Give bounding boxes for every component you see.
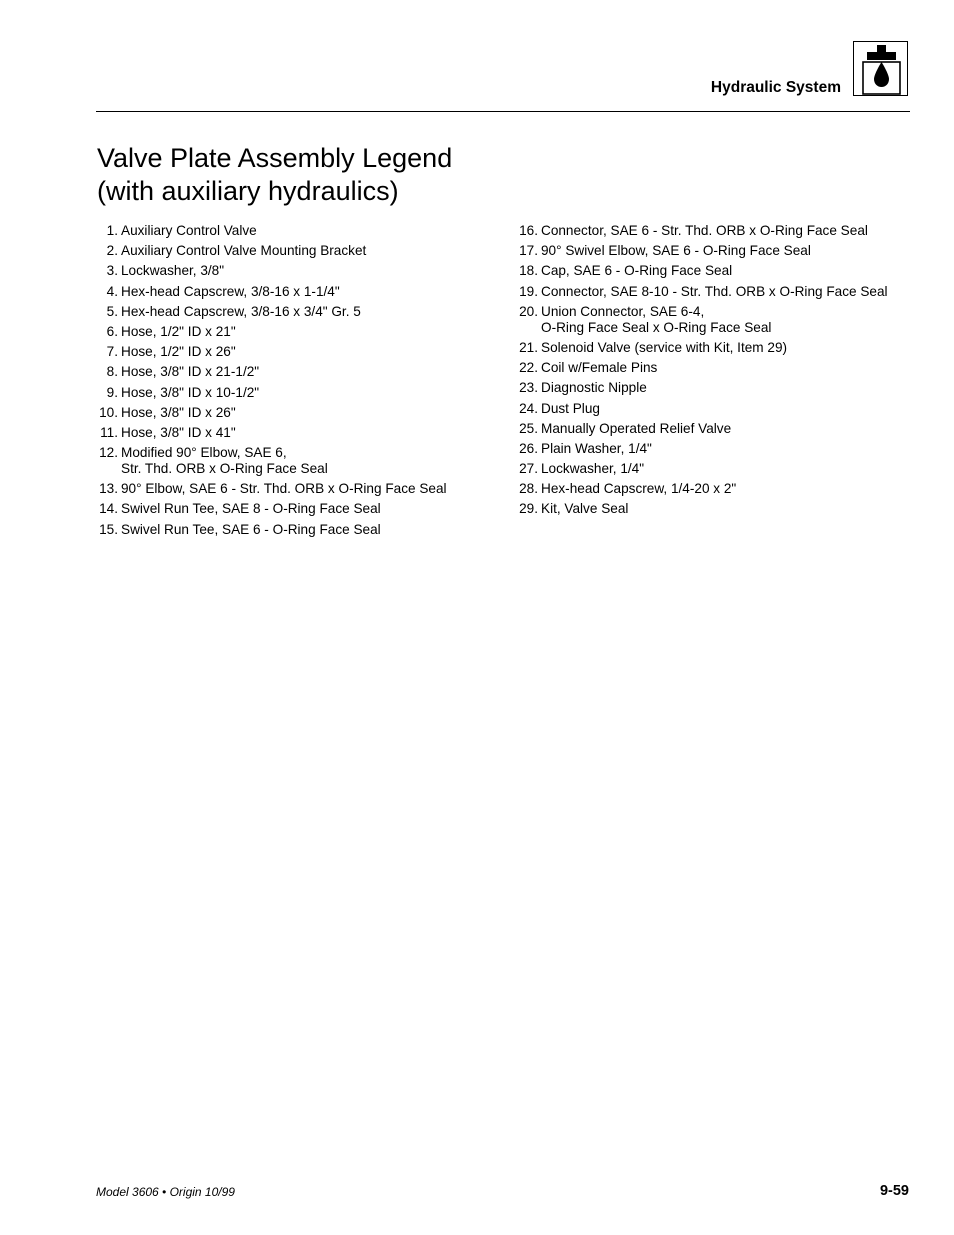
legend-item xyxy=(96,304,506,320)
page-number: 9-59 xyxy=(879,1183,909,1199)
legend-item-line: Coil w/Female Pins xyxy=(541,360,658,376)
legend-item-line: Union Connector, SAE 6-4, xyxy=(541,303,705,319)
legend-item-text xyxy=(541,340,916,356)
legend-item-line: Cap, SAE 6 - O-Ring Face Seal xyxy=(541,263,733,279)
legend-item-line: Diagnostic Nipple xyxy=(541,380,647,396)
legend-item-text xyxy=(121,324,506,340)
legend-item-line: 90° Elbow, SAE 6 - Str. Thd. ORB x O-Ring Face Seal xyxy=(121,481,447,497)
legend-item-number: 11. xyxy=(100,424,118,440)
legend-item-line: Lockwasher, 3/8" xyxy=(121,263,225,279)
section-title: Hydraulic System xyxy=(710,79,841,96)
legend-item-text xyxy=(121,223,506,239)
legend-item-line: Hex-head Capscrew, 1/4-20 x 2" xyxy=(541,481,737,497)
legend-item xyxy=(516,223,916,239)
legend-item-number: 3. xyxy=(106,263,118,279)
legend-item-line: Connector, SAE 6 - Str. Thd. ORB x O-Ring Face Seal xyxy=(541,223,868,238)
legend-item xyxy=(516,360,916,376)
legend-item-text xyxy=(121,501,506,517)
legend-item-line: Swivel Run Tee, SAE 6 - O-Ring Face Seal xyxy=(121,521,381,537)
legend-item-text xyxy=(121,445,506,477)
legend-item-text xyxy=(541,360,916,376)
legend-item xyxy=(516,304,916,336)
legend-item-line: Connector, SAE 8-10 - Str. Thd. ORB x O-Ring Face Seal xyxy=(541,283,888,299)
legend-item-text xyxy=(121,425,506,441)
footer-model-origin: Model 3606 • Origin 10/99 xyxy=(96,1185,235,1199)
legend-item-line: Hose, 3/8" ID x 10-1/2" xyxy=(121,384,260,400)
legend-item-number: 27. xyxy=(519,461,538,477)
legend-item-line: Hex-head Capscrew, 3/8-16 x 1-1/4" xyxy=(121,283,340,299)
legend-item xyxy=(96,405,506,421)
legend-item-text xyxy=(541,304,916,336)
legend-item-number: 29. xyxy=(519,501,538,517)
legend-item-number: 2. xyxy=(106,243,118,259)
legend-item-text xyxy=(541,441,916,457)
hydraulic-fluid-icon xyxy=(853,41,908,96)
legend-item-line: O-Ring Face Seal x O-Ring Face Seal xyxy=(541,319,772,335)
header-divider xyxy=(96,111,910,112)
legend-item xyxy=(96,522,506,538)
legend-item-text xyxy=(121,385,506,401)
legend-item-text xyxy=(541,461,916,477)
legend-item xyxy=(96,324,506,340)
legend-item-number: 17. xyxy=(519,243,538,259)
legend-item-line: Hose, 3/8" ID x 21-1/2" xyxy=(121,364,260,380)
legend-item-line: Hose, 3/8" ID x 26" xyxy=(121,404,236,420)
legend-item xyxy=(516,401,916,417)
legend-item-number: 15. xyxy=(99,521,118,537)
legend-item-line: Hose, 1/2" ID x 21" xyxy=(121,323,236,339)
legend-item-text xyxy=(121,284,506,300)
legend-item xyxy=(516,501,916,517)
legend-item-number: 19. xyxy=(519,283,538,299)
legend-item-number: 8. xyxy=(106,364,118,380)
legend-item-line: Hex-head Capscrew, 3/8-16 x 3/4" Gr. 5 xyxy=(121,303,361,319)
legend-item-number: 22. xyxy=(519,360,538,376)
legend-item xyxy=(96,284,506,300)
legend-item-line: Plain Washer, 1/4" xyxy=(541,440,652,456)
legend-item xyxy=(96,445,506,477)
legend-item-number: 9. xyxy=(106,384,118,400)
legend-item-text xyxy=(121,481,506,497)
legend-item-number: 25. xyxy=(519,420,538,436)
legend-list-right xyxy=(516,223,916,522)
legend-item-number: 5. xyxy=(106,303,118,319)
legend-item xyxy=(96,481,506,497)
legend-item-text xyxy=(541,501,916,517)
legend-item-text xyxy=(121,263,506,279)
legend-item xyxy=(96,223,506,239)
legend-item-line: Solenoid Valve (service with Kit, Item 29) xyxy=(541,339,788,355)
legend-item-number: 18. xyxy=(519,263,538,279)
legend-item-line: Hose, 1/2" ID x 26" xyxy=(121,344,236,360)
legend-item-text xyxy=(541,223,916,239)
page-title xyxy=(97,142,452,208)
legend-item-number: 10. xyxy=(99,404,118,420)
legend-item-text xyxy=(541,243,916,259)
page-title-line-2: (with auxiliary hydraulics) xyxy=(97,176,399,206)
legend-item-number: 28. xyxy=(519,481,538,497)
legend-item xyxy=(96,243,506,259)
legend-item-line: Auxiliary Control Valve xyxy=(121,223,257,238)
legend-item-number: 7. xyxy=(106,344,118,360)
legend-item xyxy=(516,263,916,279)
legend-item-line: Kit, Valve Seal xyxy=(541,501,629,517)
legend-item xyxy=(516,481,916,497)
legend-item-line: Lockwasher, 1/4" xyxy=(541,461,645,477)
page-title-line-1: Valve Plate Assembly Legend xyxy=(97,143,453,173)
legend-item xyxy=(516,441,916,457)
legend-item-text xyxy=(541,421,916,437)
legend-list-left xyxy=(96,223,506,542)
legend-item-number: 23. xyxy=(519,380,538,396)
legend-item-number: 1. xyxy=(106,223,118,238)
legend-item-number: 4. xyxy=(106,283,118,299)
legend-item-line: Dust Plug xyxy=(541,400,600,416)
legend-item-number: 14. xyxy=(99,501,118,517)
legend-item-number: 16. xyxy=(519,223,538,238)
legend-item-number: 13. xyxy=(99,481,118,497)
legend-item xyxy=(516,421,916,437)
legend-item-line: Auxiliary Control Valve Mounting Bracket xyxy=(121,243,367,259)
legend-item-text xyxy=(541,284,916,300)
legend-item xyxy=(96,385,506,401)
legend-item-text xyxy=(541,380,916,396)
legend-item-number: 20. xyxy=(519,303,538,319)
legend-item-number: 12. xyxy=(99,445,118,461)
legend-item-text xyxy=(121,344,506,360)
legend-item xyxy=(516,461,916,477)
legend-item xyxy=(96,364,506,380)
legend-item xyxy=(516,284,916,300)
legend-item-line: Hose, 3/8" ID x 41" xyxy=(121,424,236,440)
legend-item-line: Str. Thd. ORB x O-Ring Face Seal xyxy=(121,461,328,477)
legend-item-text xyxy=(121,304,506,320)
legend-item-text xyxy=(121,522,506,538)
legend-item-line: Modified 90° Elbow, SAE 6, xyxy=(121,445,287,461)
legend-item xyxy=(516,380,916,396)
legend-item-text xyxy=(121,405,506,421)
legend-item-text xyxy=(541,401,916,417)
legend-item-text xyxy=(121,364,506,380)
legend-item-line: 90° Swivel Elbow, SAE 6 - O-Ring Face Seal xyxy=(541,243,811,259)
legend-item xyxy=(96,344,506,360)
legend-item xyxy=(516,340,916,356)
legend-item-number: 6. xyxy=(106,323,118,339)
legend-item-number: 26. xyxy=(519,440,538,456)
legend-item xyxy=(516,243,916,259)
legend-item-line: Swivel Run Tee, SAE 8 - O-Ring Face Seal xyxy=(121,501,381,517)
legend-item-text xyxy=(541,263,916,279)
legend-item xyxy=(96,425,506,441)
legend-item-number: 21. xyxy=(519,339,538,355)
legend-item-line: Manually Operated Relief Valve xyxy=(541,420,732,436)
legend-item-text xyxy=(541,481,916,497)
legend-item xyxy=(96,501,506,517)
legend-item xyxy=(96,263,506,279)
legend-item-number: 24. xyxy=(519,400,538,416)
legend-item-text xyxy=(121,243,506,259)
